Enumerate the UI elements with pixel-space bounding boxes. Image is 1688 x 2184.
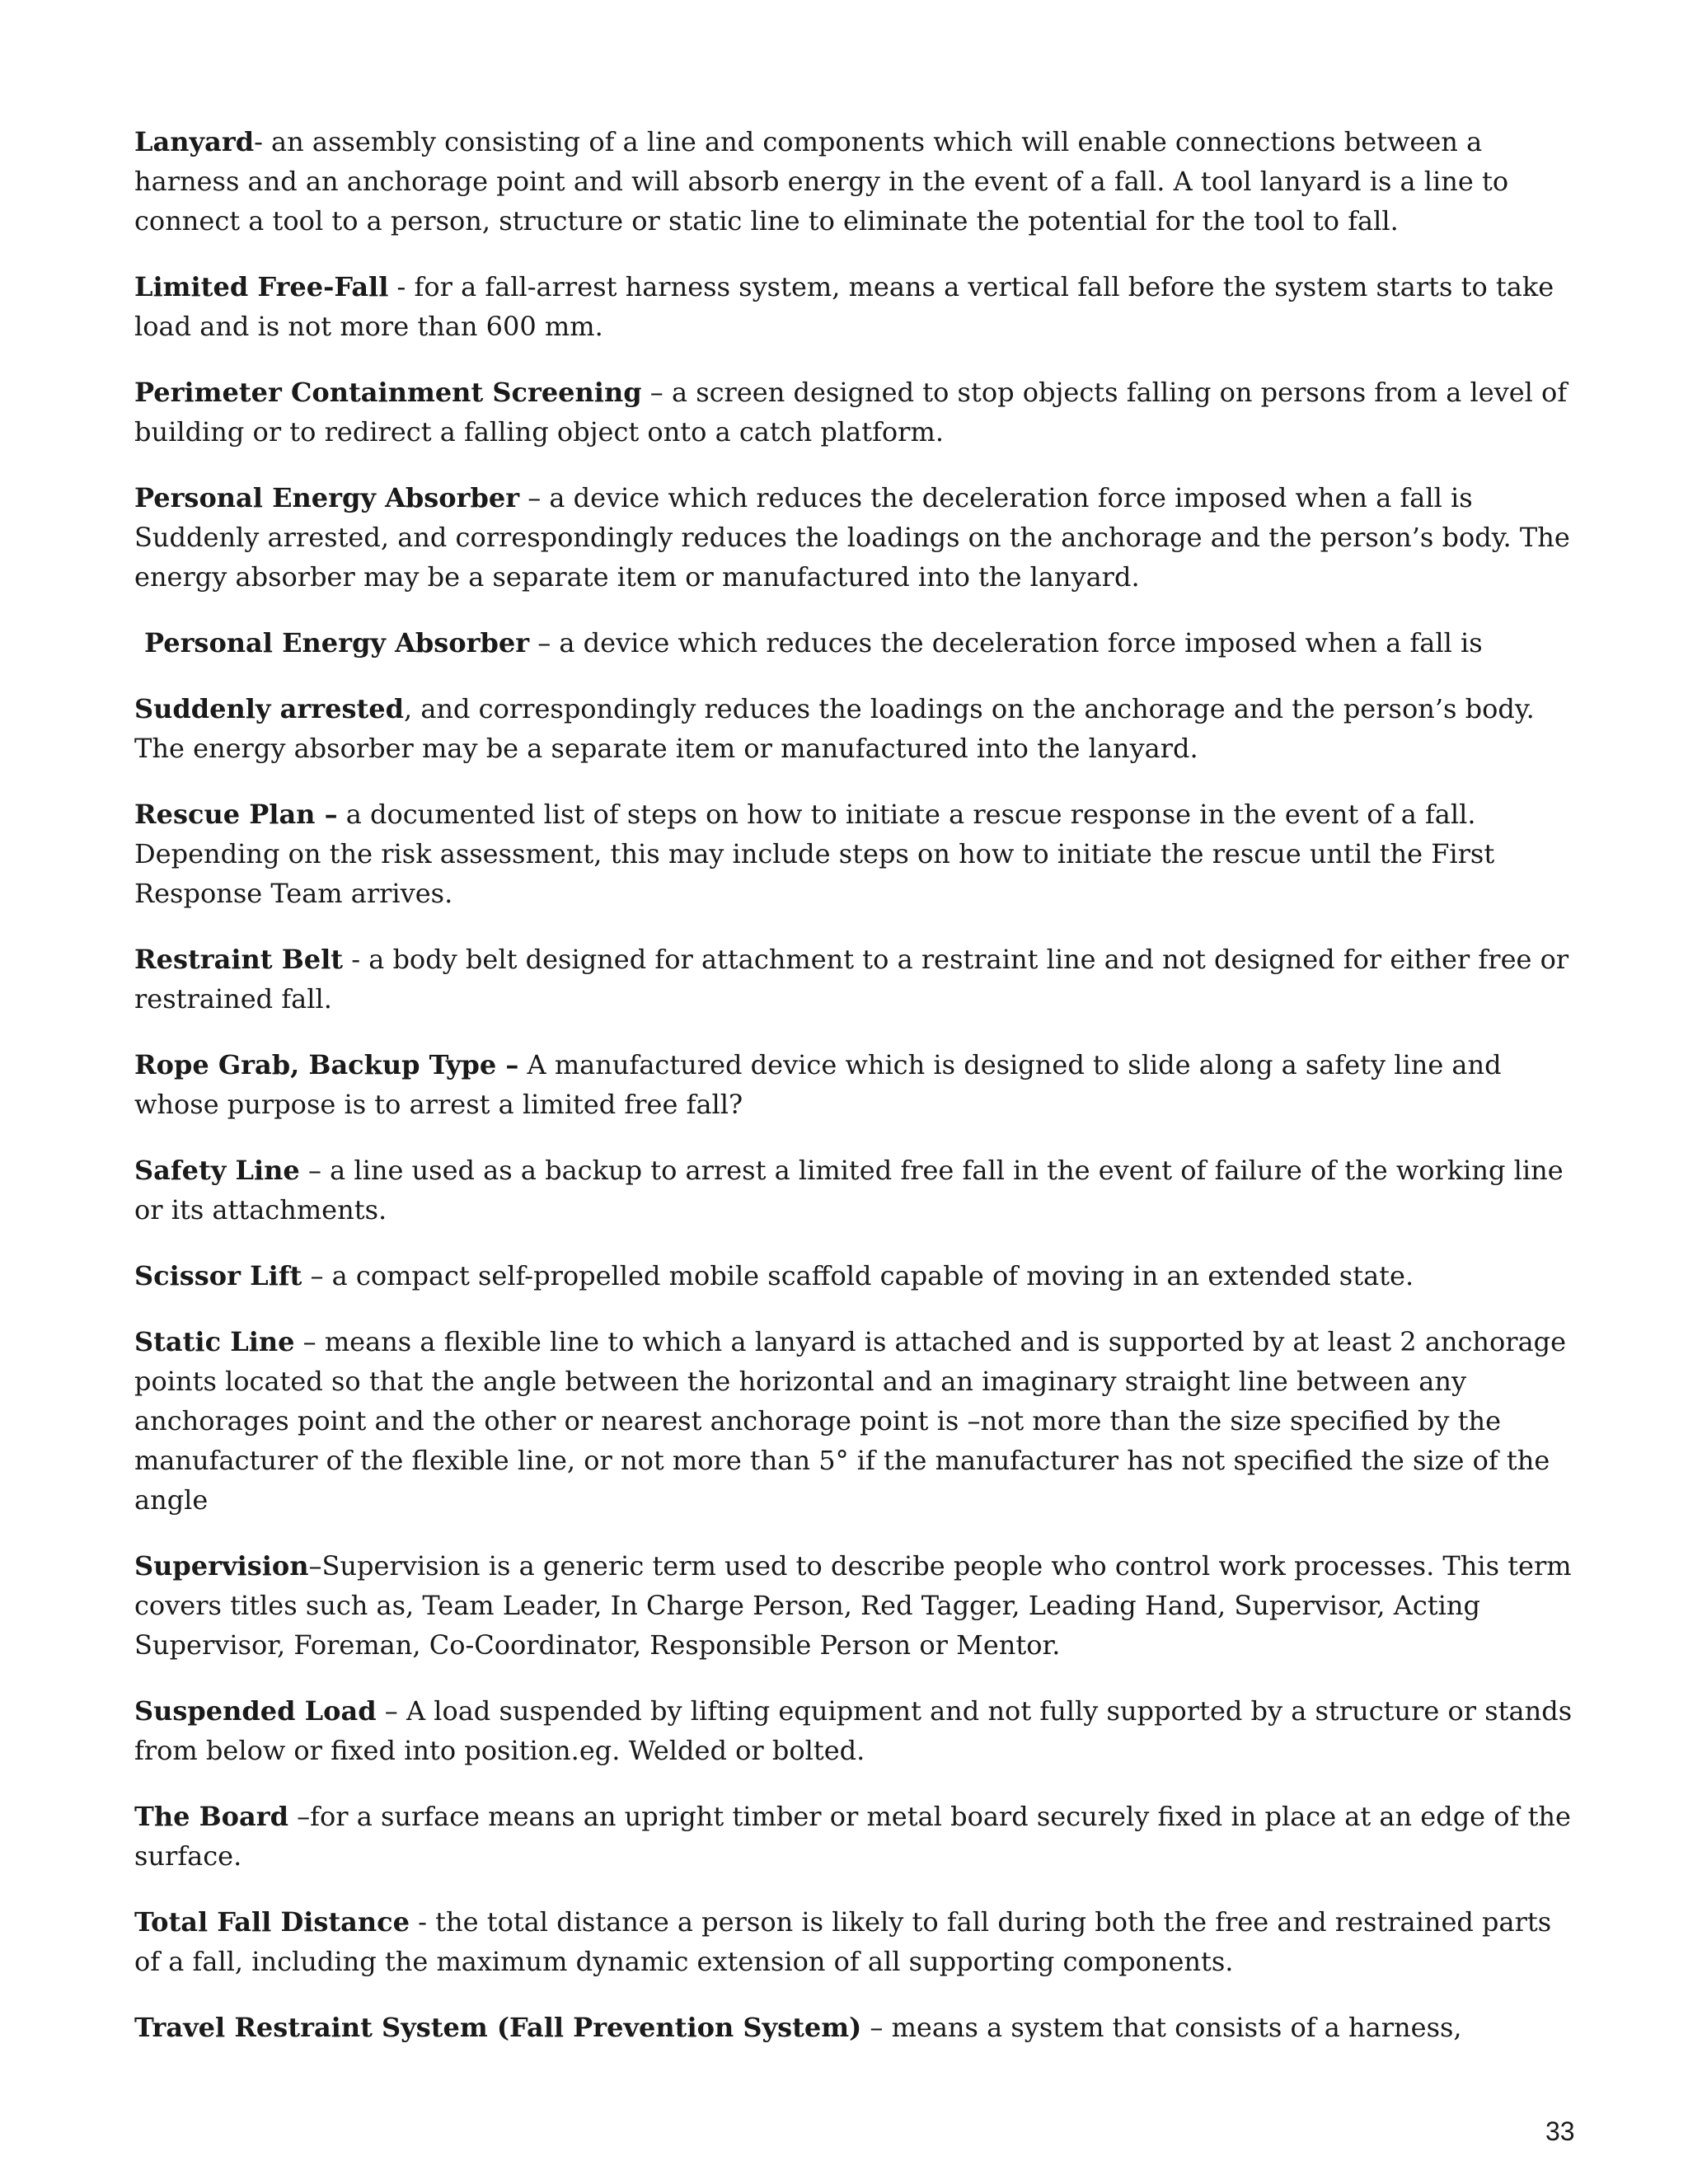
term: Lanyard (134, 126, 255, 157)
definition: - for a fall-arrest harness system, means a vertical fall before the system starts to take load and is not more than 600 mm. (134, 271, 1554, 342)
term: Travel Restraint System (Fall Prevention System) (134, 2012, 862, 2043)
glossary-entry-scissor-lift (134, 1256, 1585, 1296)
term: Perimeter Containment Screening (134, 377, 642, 408)
definition: - the total distance a person is likely to fall during both the free and restrained parts of a fall, including the maximum dynamic extension of all supporting components. (134, 1906, 1552, 1977)
glossary-entry-rope-grab (134, 1045, 1585, 1124)
term: Static Line (134, 1326, 295, 1357)
definition: – a line used as a backup to arrest a limited free fall in the event of failure of the working line or its attachments. (134, 1155, 1564, 1226)
glossary-entry-static-line (134, 1322, 1585, 1520)
definition: - a body belt designed for attachment to a restraint line and not designed for either free or restrained fall. (134, 944, 1569, 1015)
glossary-entry-rescue-plan (134, 794, 1585, 913)
definition: – a compact self-propelled mobile scaffold capable of moving in an extended state. (302, 1260, 1414, 1291)
definition: – A load suspended by lifting equipment and not fully supported by a structure or stands from below or fixed into position.eg. Welded or bolted. (134, 1695, 1573, 1766)
term: Limited Free-Fall (134, 271, 389, 302)
term: Scissor Lift (134, 1260, 302, 1291)
term: Suspended Load (134, 1695, 377, 1727)
glossary-entry-supervision (134, 1546, 1585, 1665)
definition: a documented list of steps on how to initiate a rescue response in the event of a fall. Depending on the risk assessment, this may include steps on how to initiate the rescue until the First Response Team arrives. (134, 799, 1495, 909)
glossary-entry-suddenly-arrested (134, 689, 1585, 768)
term: Personal Energy Absorber (134, 482, 520, 513)
glossary-entry-lanyard (134, 122, 1585, 241)
term: The Board (134, 1801, 288, 1832)
definition: , and correspondingly reduces the loadings on the anchorage and the person’s body. The energy absorber may be a separate item or manufactured into the lanyard. (134, 693, 1535, 764)
glossary-entry-safety-line (134, 1151, 1585, 1230)
glossary-page (134, 122, 1585, 2074)
glossary-entry-restraint-belt (134, 940, 1585, 1019)
glossary-entry-the-board (134, 1797, 1585, 1876)
definition: - an assembly consisting of a line and components which will enable connections between a harness and an anchorage point and will absorb energy in the event of a fall. A tool lanyard is a line to connect a tool to a person, structure or static line to eliminate the potential for the tool to fall. (134, 126, 1509, 237)
glossary-entry-total-fall-distance (134, 1902, 1585, 1981)
glossary-entry-suspended-load (134, 1691, 1585, 1770)
definition: – means a flexible line to which a lanyard is attached and is supported by at least 2 anchorage points located so that the angle between the horizontal and an imaginary straight line between any anchorages point and the other or nearest anchorage point is –not more than the size specified by the manufacturer of the flexible line, or not more than 5° if the manufacturer has not specified the size of the angle (134, 1326, 1567, 1516)
term: Rope Grab, Backup Type – (134, 1049, 519, 1080)
glossary-entry-limited-free-fall (134, 267, 1585, 346)
glossary-entry-perimeter-containment-screening (134, 373, 1585, 452)
term: Supervision (134, 1550, 309, 1582)
term: Total Fall Distance (134, 1906, 410, 1938)
definition: – a screen designed to stop objects falling on persons from a level of building or to redirect a falling object onto a catch platform. (134, 377, 1568, 448)
glossary-entry-personal-energy-absorber-duplicate (134, 623, 1585, 663)
term: Personal Energy Absorber (144, 627, 530, 658)
term: Rescue Plan – (134, 799, 338, 830)
term: Safety Line (134, 1155, 300, 1186)
definition: – a device which reduces the deceleration force imposed when a fall is (529, 627, 1483, 658)
definition: A manufactured device which is designed to slide along a safety line and whose purpose is to arrest a limited free fall? (134, 1049, 1502, 1120)
page-number: 33 (1545, 2116, 1575, 2146)
term: Restraint Belt (134, 944, 344, 975)
definition: – a device which reduces the deceleration force imposed when a fall is Suddenly arrested, and correspondingly reduces the loadings on the anchorage and the person’s body. The energy absorber may be a separate item or manufactured into the lanyard. (134, 482, 1570, 593)
glossary-entry-travel-restraint-system (134, 2008, 1585, 2047)
definition: – means a system that consists of a harness, (861, 2012, 1462, 2043)
definition: –Supervision is a generic term used to describe people who control work processes. This term covers titles such as, Team Leader, In Charge Person, Red Tagger, Leading Hand, Supervisor, Acting Supervisor, Foreman, Co-Coordinator, Responsible Person or Mentor. (134, 1550, 1572, 1661)
definition: –for a surface means an upright timber or metal board securely fixed in place at an edge of the surface. (134, 1801, 1571, 1872)
term: Suddenly arrested (134, 693, 404, 724)
glossary-entry-personal-energy-absorber (134, 478, 1585, 597)
